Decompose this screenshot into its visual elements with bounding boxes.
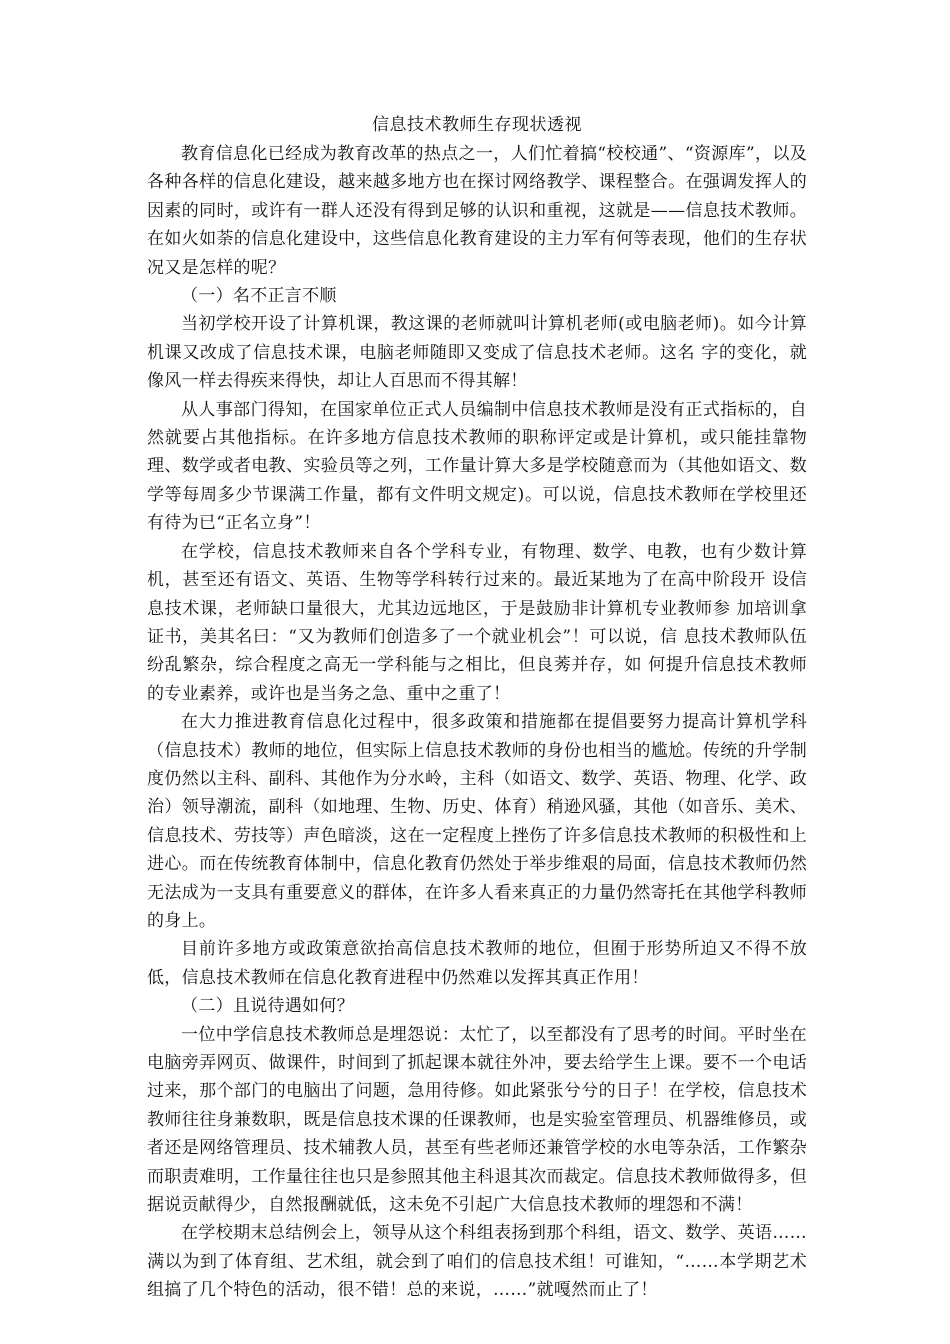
document-body: [147, 140, 807, 1305]
paragraph: 目前许多地方或政策意欲抬高信息技术教师的地位，但囿于形势所迫又不得不放 低，信息技术教师在信息化教育进程中仍然难以发挥其真正作用！: [147, 939, 807, 988]
section-heading: （二）且说待遇如何？: [181, 996, 354, 1017]
paragraph: 一位中学信息技术教师总是埋怨说：太忙了，以至都没有了思考的时间。平时坐在电脑旁弄网页、做课件，时间到了抓起课本就往外冲，要去给学生上课。要不一个电话过来，那个部门的电脑出了问题，急用待修。如此紧张兮兮的日子！在学校，信息技术教师往往身兼数职，既是信息技术课的任课教师，也是实验室管理员、机器维修员，或者还是网络管理员、技术辅教人员，甚至有些老师还兼管学校的水电等杂活，工作繁杂而职责难明，工作量往往也只是参照其他主科退其次而裁定。信息技术教师做得多，但据说贡献得少，自然报酬就低，这未免不引起广大信息技术教师的埋怨和不满！: [147, 1024, 807, 1216]
document-page: [147, 112, 807, 1305]
paragraph: 教育信息化已经成为教育改革的热点之一，人们忙着搞“校校通”、“资源库”，以及各种各样的信息化建设，越来越多地方也在探讨网络教学、课程整合。在强调发挥人的因素的同时，或许有一群人还没有得到足够的认识和重视，这就是——信息技术教师。在如火如荼的信息化建设中，这些信息化教育建设的主力军有何等表现，他们的生存状况又是怎样的呢？: [147, 144, 807, 278]
section-heading: （一）名不正言不顺: [181, 286, 337, 307]
paragraph: 在大力推进教育信息化过程中，很多政策和措施都在提倡要努力提高计算机学科（信息技术）教师的地位，但实际上信息技术教师的身份也相当的尴尬。传统的升学制度仍然以主科、副科、其他作为分水岭，主科（如语文、数学、英语、物理、化学、政治）领导潮流，副科（如地理、生物、历史、体育）稍逊风骚，其他（如音乐、美术、信息技术、劳技等）声色暗淡，这在一定程度上挫伤了许多信息技术教师的积极性和上进心。而在传统教育体制中，信息化教育仍然处于举步维艰的局面，信息技术教师仍然无法成为一支具有重要意义的群体，在许多人看来真正的力量仍然寄托在其他学科教师的身上。: [147, 712, 807, 931]
paragraph: 当初学校开设了计算机课，教这课的老师就叫计算机老师(或电脑老师)。如今计算机课又改成了信息技术课，电脑老师随即又变成了信息技术老师。这名 字的变化，就像风一样去得疾来得快，却让人百思而不得其解！: [147, 314, 807, 392]
paragraph: 在学校期末总结例会上，领导从这个科组表扬到那个科组，语文、数学、英语……满以为到了体育组、艺术组，就会到了咱们的信息技术组！可谁知，“……本学期艺术组搞了几个特色的活动，很不错！总的来说，……”就嘎然而止了！: [147, 1223, 807, 1301]
paragraph: 从人事部门得知，在国家单位正式人员编制中信息技术教师是没有正式指标的，自然就要占其他指标。在许多地方信息技术教师的职称评定或是计算机，或只能挂靠物理、数学或者电教、实验员等之列，工作量计算大多是学校随意而为（其他如语文、数学等每周多少节课满工作量，都有文件明文规定)。可以说，信息技术教师在学校里还有待为已“正名立身”！: [147, 399, 807, 534]
document-title: 信息技术教师生存现状透视: [372, 115, 582, 135]
paragraph: 在学校，信息技术教师来自各个学科专业，有物理、数学、电教，也有少数计算 机，甚至还有语文、英语、生物等学科转行过来的。最近某地为了在高中阶段开 设信息技术课，老师缺口量很大，尤其边远地区，于是鼓励非计算机专业教师参 加培训拿证书，美其名曰：“又为教师们创造多了一个就业机会”！可以说，信 息技术教师队伍纷乱繁杂，综合程度之高无一学科能与之相比，但良莠并存，如 何提升信息技术教师的专业素养，或许也是当务之急、重中之重了！: [147, 541, 807, 704]
